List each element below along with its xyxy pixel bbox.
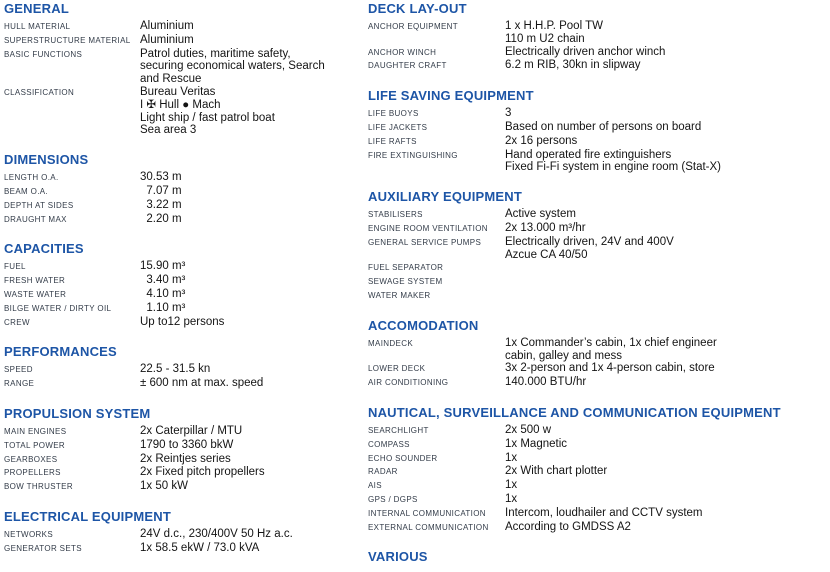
spec-label: ENGINE ROOM VENTILATION <box>368 223 488 233</box>
spec-value-line: 1790 to 3360 bkW <box>140 438 234 451</box>
spec-row <box>368 452 828 466</box>
spec-row <box>4 453 362 467</box>
spec-section-performances <box>4 345 362 391</box>
spec-value-line: Bureau Veritas <box>140 85 216 98</box>
spec-row <box>4 274 362 288</box>
spec-row <box>368 479 828 493</box>
spec-label: AIR CONDITIONING <box>368 378 449 388</box>
spec-value-line: 1 x H.H.P. Pool TW <box>505 20 603 32</box>
spec-value <box>140 34 362 47</box>
spec-value-line: Aluminium <box>140 20 194 32</box>
spec-value-line: 30.53 m <box>140 171 182 184</box>
spec-label: FUEL SEPARATOR <box>368 263 444 273</box>
spec-label: EXTERNAL COMMUNICATION <box>368 522 489 532</box>
spec-value <box>140 480 362 493</box>
spec-label: GEARBOXES <box>4 454 58 464</box>
spec-row <box>4 377 362 391</box>
section-header: NAUTICAL, SURVEILLANCE AND COMMUNICATION EQUIPMENT <box>368 404 781 420</box>
spec-column-left <box>4 2 362 572</box>
spec-section-capacities <box>4 242 362 329</box>
spec-value <box>505 59 828 72</box>
spec-value-line: According to GMDSS A2 <box>505 520 631 533</box>
spec-label: HULL MATERIAL <box>4 22 71 31</box>
spec-row <box>4 20 362 34</box>
spec-value <box>140 439 362 452</box>
spec-label: NETWORKS <box>4 529 54 539</box>
spec-label: GPS / DGPS <box>368 494 418 504</box>
spec-value <box>140 274 362 287</box>
spec-value <box>140 425 362 438</box>
spec-label: BOW THRUSTER <box>4 482 73 492</box>
spec-value <box>140 171 362 184</box>
spec-row <box>4 34 362 48</box>
spec-value-line: 3x 2-person and 1x 4-person cabin, store <box>505 362 715 375</box>
spec-value <box>140 260 362 273</box>
spec-label: RADAR <box>368 467 398 477</box>
spec-value <box>505 236 828 262</box>
spec-value <box>505 222 828 235</box>
spec-label: MAIN ENGINES <box>4 426 67 436</box>
section-header: PROPULSION SYSTEM <box>4 405 151 421</box>
spec-value-line: Azcue CA 40/50 <box>505 248 588 261</box>
spec-value-line: 2x Caterpillar / MTU <box>140 424 243 437</box>
spec-value-line: Up to12 persons <box>140 315 225 328</box>
spec-label: BEAM O.A. <box>4 186 49 196</box>
spec-value <box>140 542 362 555</box>
spec-row <box>4 260 362 274</box>
section-header: GENERAL <box>4 1 69 16</box>
spec-label: SEARCHLIGHT <box>368 425 429 435</box>
spec-value-line: 2x Reintjes series <box>140 452 231 465</box>
spec-row <box>368 149 828 175</box>
spec-value-line: Sea area 3 <box>140 124 197 137</box>
spec-value-line: 1.10 m³ <box>140 301 186 314</box>
spec-value-line: 3.22 m <box>140 198 182 211</box>
spec-row <box>4 48 362 86</box>
spec-row <box>368 208 828 222</box>
spec-value-line: 1x 58.5 ekW / 73.0 kVA <box>140 541 260 554</box>
spec-row <box>368 20 828 46</box>
spec-label: DAUGHTER CRAFT <box>368 61 447 71</box>
spec-value-line: I ✠ Hull ● Mach <box>140 98 221 111</box>
spec-label: GENERATOR SETS <box>4 543 82 553</box>
spec-value-line: Active system <box>505 208 576 221</box>
spec-label: BILGE WATER / DIRTY OIL <box>4 303 112 313</box>
section-header: DIMENSIONS <box>4 152 89 168</box>
spec-label: DRAUGHT MAX <box>4 214 67 224</box>
spec-label: LIFE BUOYS <box>368 109 419 119</box>
spec-row <box>368 438 828 452</box>
spec-label: FUEL <box>4 262 26 272</box>
spec-value <box>140 86 362 137</box>
section-header: AUXILIARY EQUIPMENT <box>368 189 523 205</box>
spec-label: LENGTH O.A. <box>4 173 59 183</box>
section-header: ELECTRICAL EQUIPMENT <box>4 508 171 524</box>
spec-value <box>505 149 828 175</box>
spec-value <box>505 438 828 451</box>
spec-value-line: 1x <box>505 451 518 464</box>
spec-value <box>505 135 828 148</box>
spec-value <box>140 199 362 212</box>
spec-value-line: 110 m U2 chain <box>505 32 585 45</box>
spec-row <box>4 199 362 213</box>
spec-value-line: 1x Magnetic <box>505 437 568 450</box>
spec-row <box>368 275 828 289</box>
spec-value <box>140 302 362 315</box>
spec-value <box>505 107 828 120</box>
spec-row <box>4 466 362 480</box>
spec-value <box>505 121 828 134</box>
spec-value <box>505 424 828 437</box>
spec-row <box>4 185 362 199</box>
spec-value <box>505 337 828 363</box>
spec-row <box>368 261 828 275</box>
spec-value-line: 1x 50 kW <box>140 480 188 493</box>
spec-value-line: 2.20 m <box>140 212 182 225</box>
spec-value <box>505 465 828 478</box>
spec-row <box>368 135 828 149</box>
spec-value-line: 15.90 m³ <box>140 260 186 273</box>
spec-value <box>140 453 362 466</box>
spec-value-line: 24V d.c., 230/400V 50 Hz a.c. <box>140 527 293 540</box>
spec-value-line: 4.10 m³ <box>140 287 186 300</box>
spec-section-electrical-equipment <box>4 510 362 556</box>
spec-value <box>505 521 828 534</box>
section-header: DECK LAY-OUT <box>368 1 467 16</box>
spec-label: COMPASS <box>368 439 410 449</box>
spec-value <box>505 507 828 520</box>
spec-value-line: Aluminium <box>140 33 194 46</box>
spec-label: INTERNAL COMMUNICATION <box>368 508 486 518</box>
spec-section-life-saving-equipment <box>368 89 828 174</box>
spec-label: LIFE JACKETS <box>368 122 428 132</box>
spec-value <box>505 289 828 302</box>
spec-value-line: Intercom, loudhailer and CCTV system <box>505 506 703 519</box>
spec-value <box>505 46 828 59</box>
spec-value-line: 6.2 m RIB, 30kn in slipway <box>505 59 641 72</box>
spec-value-line: Electrically driven anchor winch <box>505 45 666 58</box>
spec-column-right <box>368 2 828 568</box>
spec-value-line: 3.40 m³ <box>140 274 186 287</box>
spec-row <box>368 337 828 363</box>
spec-row <box>368 121 828 135</box>
spec-row <box>368 236 828 262</box>
spec-label: ANCHOR EQUIPMENT <box>368 22 459 31</box>
spec-value-line: 1x <box>505 479 518 492</box>
spec-value <box>505 452 828 465</box>
spec-label: SPEED <box>4 365 33 375</box>
spec-value-line: Based on number of persons on board <box>505 120 702 133</box>
spec-row <box>368 59 828 73</box>
spec-value <box>505 20 828 46</box>
spec-value <box>140 377 362 390</box>
spec-row <box>4 86 362 137</box>
spec-value <box>140 213 362 226</box>
spec-value <box>505 275 828 288</box>
spec-label: FIRE EXTINGUISHING <box>368 150 458 160</box>
spec-value-line: cabin, galley and mess <box>505 349 622 362</box>
spec-value <box>140 20 362 33</box>
spec-label: RANGE <box>4 379 35 389</box>
spec-row <box>4 363 362 377</box>
spec-row <box>368 465 828 479</box>
section-header: LIFE SAVING EQUIPMENT <box>368 88 534 104</box>
spec-value-line: 22.5 - 31.5 kn <box>140 363 211 376</box>
spec-value-line: Hand operated fire extinguishers <box>505 148 672 161</box>
spec-value <box>140 316 362 329</box>
spec-row <box>368 46 828 60</box>
spec-value <box>505 493 828 506</box>
spec-value <box>505 362 828 375</box>
spec-row <box>4 439 362 453</box>
spec-label: MAINDECK <box>368 338 414 348</box>
spec-value-line: 3 <box>505 107 512 120</box>
spec-label: SUPERSTRUCTURE MATERIAL <box>4 35 131 45</box>
spec-label: WASTE WATER <box>4 289 67 299</box>
spec-label: CREW <box>4 317 30 327</box>
spec-row <box>4 425 362 439</box>
spec-label: FRESH WATER <box>4 276 66 286</box>
spec-section-nautical-surveillance-and-communication-equipment <box>368 406 828 534</box>
spec-label: DEPTH AT SIDES <box>4 200 74 210</box>
spec-label: GENERAL SERVICE PUMPS <box>368 237 482 247</box>
spec-value <box>505 479 828 492</box>
spec-value-line: 7.07 m <box>140 184 182 197</box>
spec-label: ANCHOR WINCH <box>368 47 437 57</box>
spec-value-line: Patrol duties, maritime safety, <box>140 47 291 60</box>
section-header: ACCOMODATION <box>368 317 479 333</box>
spec-value-line: 140.000 BTU/hr <box>505 376 587 389</box>
section-header-various-clipped: VARIOUS <box>368 549 428 565</box>
spec-row <box>4 480 362 494</box>
left-sections <box>4 2 362 556</box>
spec-value-line: Light ship / fast patrol boat <box>140 111 275 124</box>
spec-row <box>4 302 362 316</box>
spec-row <box>4 213 362 227</box>
spec-label: ECHO SOUNDER <box>368 453 438 463</box>
spec-value-line: 2x 500 w <box>505 423 552 436</box>
spec-value-line: 2x Fixed pitch propellers <box>140 466 265 479</box>
spec-value-line: 2x 13.000 m³/hr <box>505 221 586 234</box>
spec-value-line: securing economical waters, Search <box>140 60 325 73</box>
spec-label: SEWAGE SYSTEM <box>368 277 443 287</box>
spec-value-line: 2x With chart plotter <box>505 465 608 478</box>
spec-value <box>140 466 362 479</box>
section-header: PERFORMANCES <box>4 344 117 360</box>
spec-value-line: 1x Commander’s cabin, 1x chief engineer <box>505 336 717 349</box>
spec-section-deck-lay-out <box>368 2 828 73</box>
spec-value-line: 1x <box>505 492 518 505</box>
spec-row <box>368 424 828 438</box>
spec-section-propulsion-system <box>4 407 362 494</box>
spec-section-general <box>4 2 362 137</box>
spec-row <box>4 171 362 185</box>
spec-row <box>368 107 828 121</box>
spec-value-line: 2x 16 persons <box>505 134 578 147</box>
spec-value <box>505 261 828 274</box>
spec-section-dimensions <box>4 153 362 226</box>
spec-row <box>368 376 828 390</box>
spec-value-line: ± 600 nm at max. speed <box>140 377 264 390</box>
spec-row <box>368 521 828 535</box>
spec-value <box>140 48 362 86</box>
spec-row <box>368 222 828 236</box>
spec-value <box>505 208 828 221</box>
spec-row <box>4 528 362 542</box>
spec-label: STABILISERS <box>368 210 423 220</box>
spec-section-accomodation <box>368 319 828 390</box>
spec-label: AIS <box>368 481 382 491</box>
spec-value <box>140 363 362 376</box>
spec-row <box>368 362 828 376</box>
spec-label: LIFE RAFTS <box>368 136 417 146</box>
spec-label: CLASSIFICATION <box>4 87 75 97</box>
spec-row <box>368 289 828 303</box>
spec-label: LOWER DECK <box>368 364 426 374</box>
spec-value <box>505 376 828 389</box>
spec-value <box>140 185 362 198</box>
spec-label: PROPELLERS <box>4 468 61 478</box>
spec-value-line: Electrically driven, 24V and 400V <box>505 235 674 248</box>
spec-value-line: Fixed Fi-Fi system in engine room (Stat-X) <box>505 161 722 174</box>
spec-section-auxiliary-equipment <box>368 190 828 303</box>
spec-value <box>140 288 362 301</box>
spec-row <box>4 316 362 330</box>
section-header: CAPACITIES <box>4 241 84 257</box>
spec-label: BASIC FUNCTIONS <box>4 49 83 59</box>
spec-value-line: and Rescue <box>140 73 202 86</box>
spec-label: WATER MAKER <box>368 290 431 300</box>
spec-row <box>368 507 828 521</box>
spec-row <box>368 493 828 507</box>
right-sections <box>368 2 828 534</box>
spec-label: TOTAL POWER <box>4 440 66 450</box>
spec-row <box>4 542 362 556</box>
spec-value <box>140 528 362 541</box>
spec-row <box>4 288 362 302</box>
